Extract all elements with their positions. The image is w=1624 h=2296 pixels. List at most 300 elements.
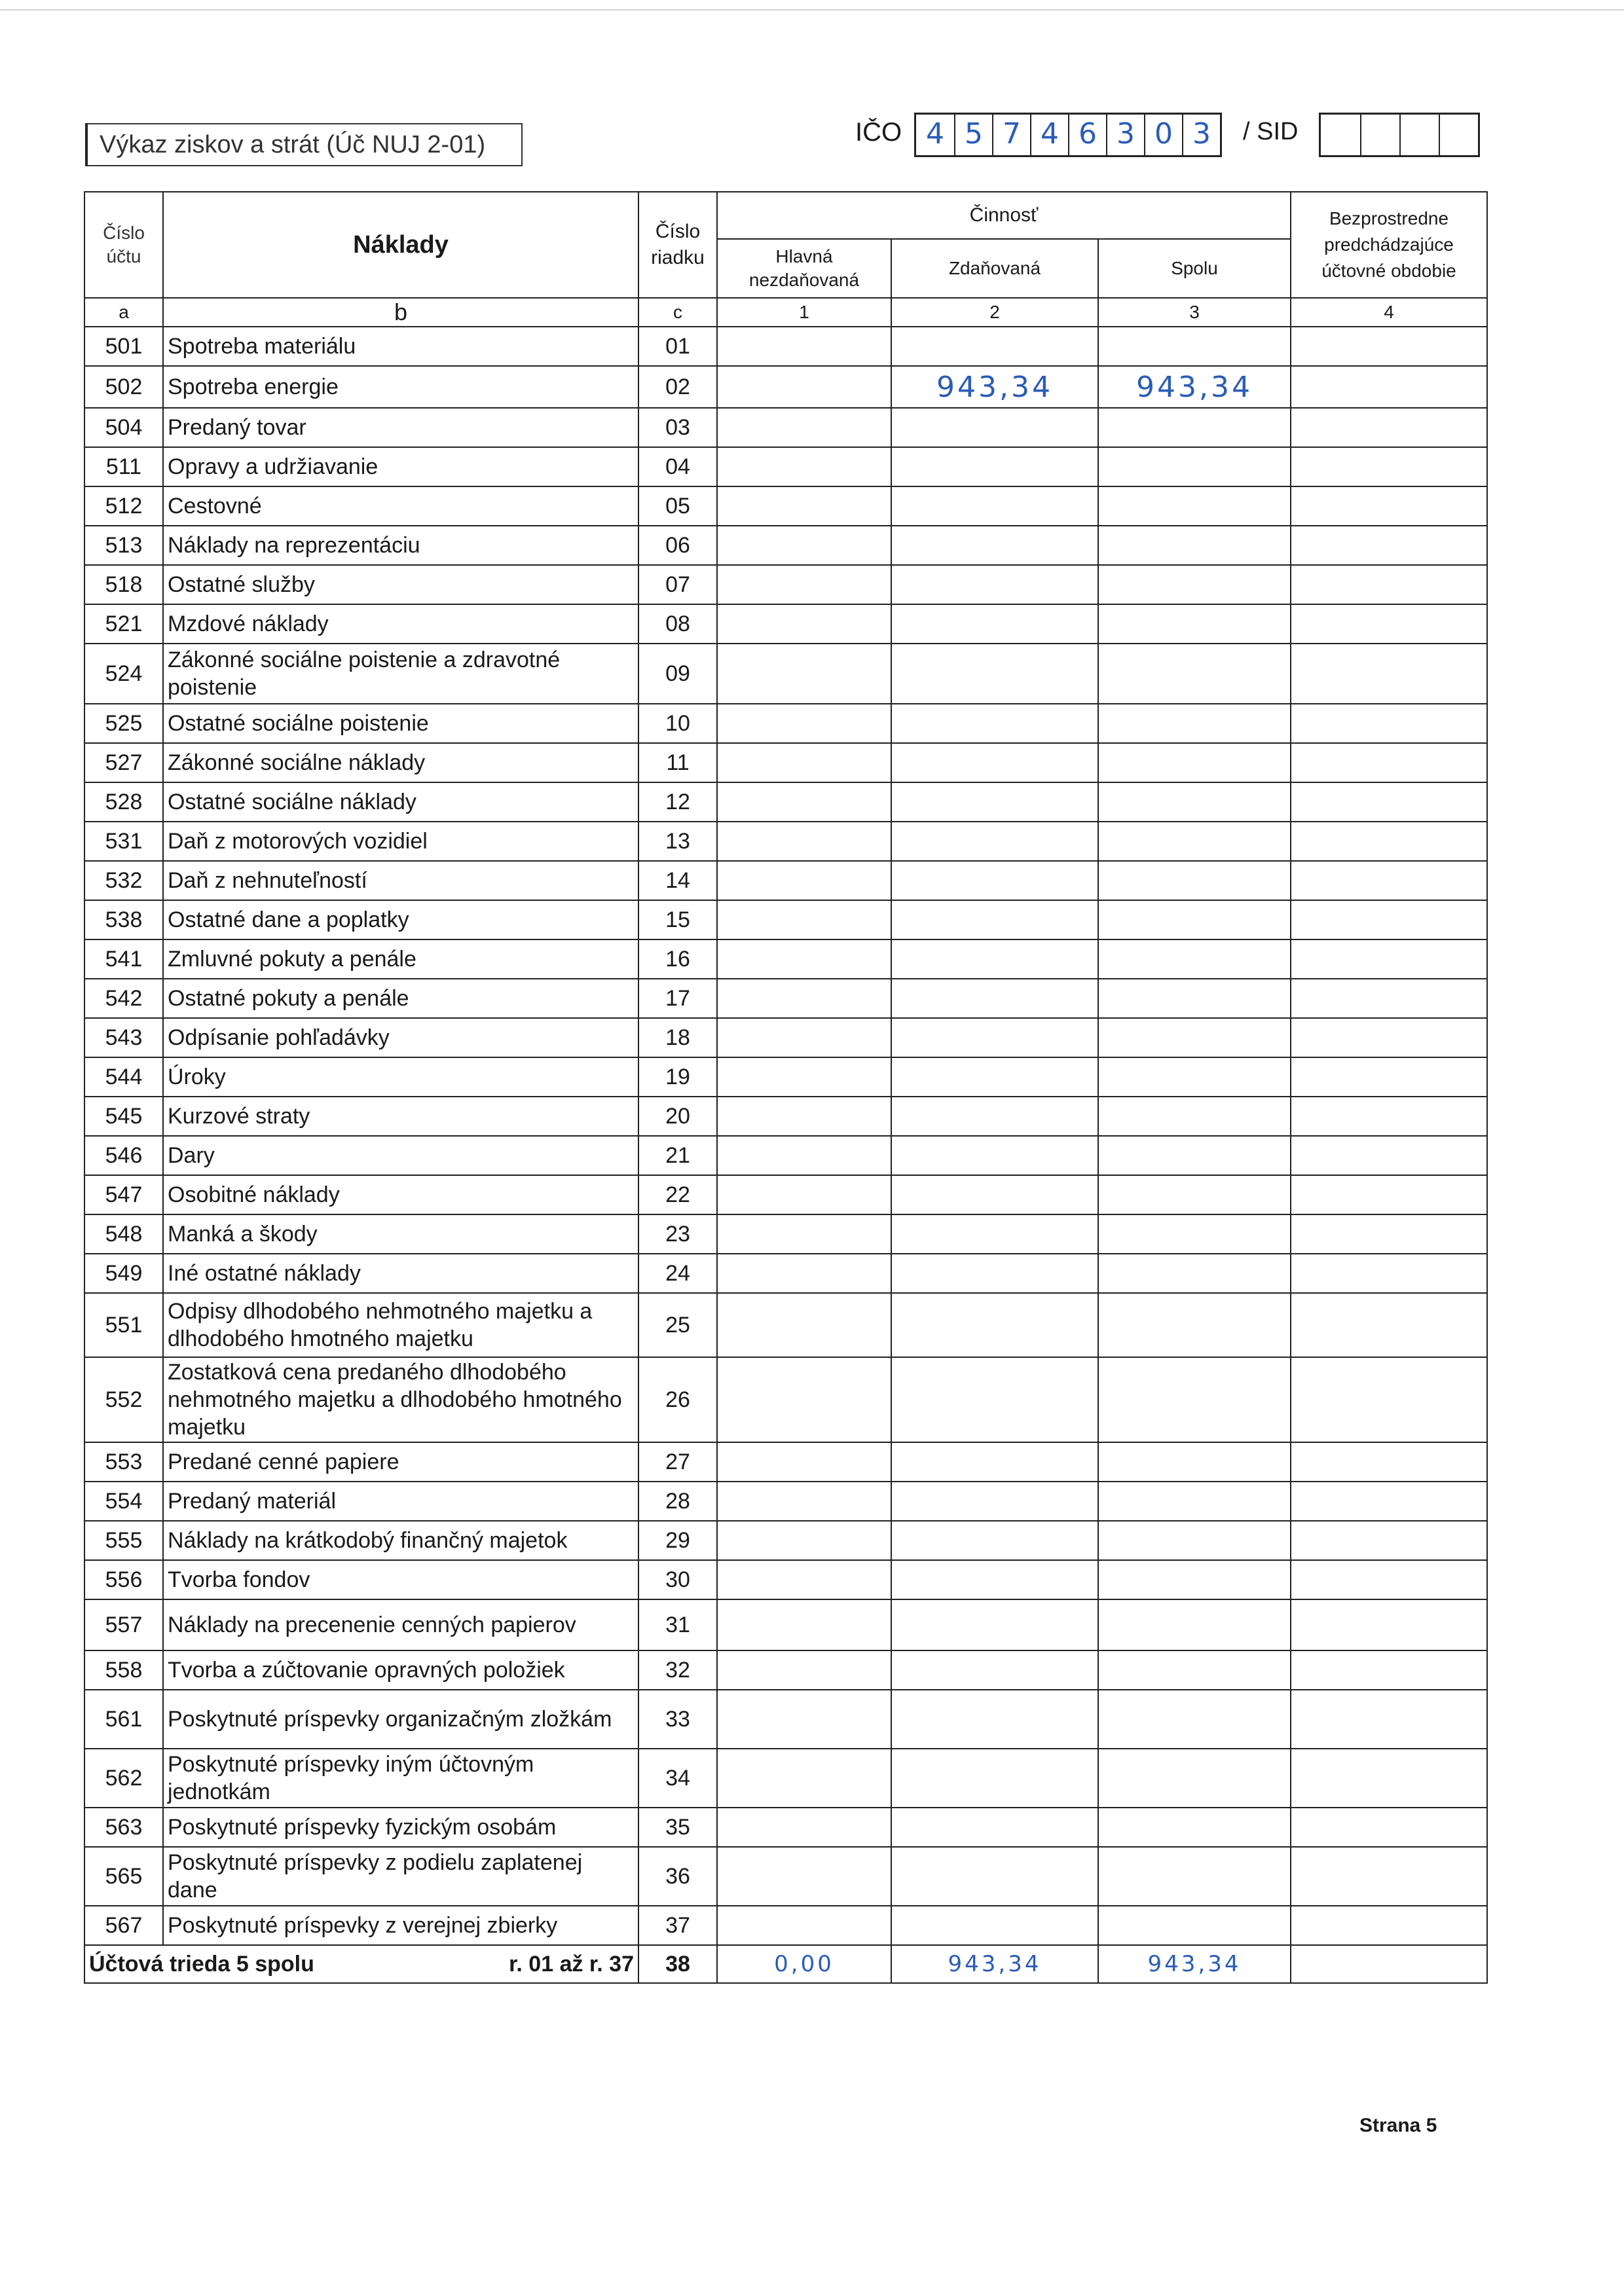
previous-period-value[interactable] — [1291, 1906, 1487, 1945]
taxed-activity-value[interactable] — [891, 1018, 1098, 1057]
top-rule — [0, 9, 1624, 10]
row-number: 34 — [638, 1749, 717, 1808]
expense-name: Daň z motorových vozidiel — [163, 822, 638, 861]
total-activity-value[interactable] — [1098, 604, 1291, 644]
expense-name: Kurzové straty — [163, 1097, 638, 1136]
row-number: 09 — [638, 644, 717, 704]
expense-name: Zákonné sociálne náklady — [163, 743, 638, 782]
sid-digit[interactable] — [1439, 115, 1478, 155]
account-number: 546 — [84, 1136, 163, 1175]
total-activity-value[interactable] — [1098, 979, 1291, 1018]
main-activity-value[interactable] — [717, 1136, 891, 1175]
previous-period-value[interactable] — [1291, 1357, 1487, 1442]
total-activity-value[interactable] — [1098, 408, 1291, 447]
col-activity-header: Činnosť — [717, 192, 1291, 239]
main-activity-value[interactable] — [717, 565, 891, 604]
previous-period-value[interactable] — [1291, 861, 1487, 900]
main-activity-value[interactable] — [717, 1214, 891, 1254]
taxed-activity-value[interactable] — [891, 1521, 1098, 1560]
ico-digit[interactable]: 3 — [1182, 115, 1220, 155]
table-row — [84, 939, 1487, 979]
total-main-value[interactable]: 0,00 — [717, 1945, 891, 1983]
account-number: 543 — [84, 1018, 163, 1057]
row-number: 36 — [638, 1847, 717, 1906]
taxed-activity-value[interactable] — [891, 743, 1098, 782]
taxed-activity-value[interactable] — [891, 1293, 1098, 1357]
table-row — [84, 486, 1487, 526]
taxed-activity-value[interactable] — [891, 900, 1098, 939]
previous-period-value[interactable] — [1291, 1442, 1487, 1482]
table-row — [84, 1136, 1487, 1175]
expense-name: Zákonné sociálne poistenie a zdravotné poistenie — [163, 644, 638, 704]
main-activity-value[interactable] — [717, 526, 891, 565]
taxed-activity-value[interactable] — [891, 1650, 1098, 1690]
main-activity-value[interactable] — [717, 861, 891, 900]
row-number: 23 — [638, 1214, 717, 1254]
table-row — [84, 1599, 1487, 1650]
expense-name: Odpísanie pohľadávky — [163, 1018, 638, 1057]
total-activity-value[interactable] — [1098, 822, 1291, 861]
col-letter: 1 — [717, 298, 891, 327]
previous-period-value[interactable] — [1291, 1560, 1487, 1599]
main-activity-value[interactable] — [717, 366, 891, 408]
previous-period-value[interactable] — [1291, 408, 1487, 447]
ico-field[interactable] — [914, 113, 1222, 157]
total-activity-value[interactable] — [1098, 327, 1291, 366]
main-activity-value[interactable] — [717, 1690, 891, 1749]
previous-period-value[interactable] — [1291, 644, 1487, 704]
main-activity-value[interactable] — [717, 979, 891, 1018]
account-number: 563 — [84, 1808, 163, 1847]
expenses-table — [84, 191, 1488, 1984]
expense-name: Spotreba energie — [163, 366, 638, 408]
account-number: 558 — [84, 1650, 163, 1690]
previous-period-value[interactable] — [1291, 1599, 1487, 1650]
table-row — [84, 1521, 1487, 1560]
row-number: 15 — [638, 900, 717, 939]
taxed-activity-value[interactable] — [891, 782, 1098, 822]
taxed-activity-value[interactable] — [891, 486, 1098, 526]
col-letter: c — [638, 298, 717, 327]
previous-period-value[interactable] — [1291, 822, 1487, 861]
account-number: 554 — [84, 1482, 163, 1521]
total-activity-value[interactable] — [1098, 900, 1291, 939]
previous-period-value[interactable] — [1291, 327, 1487, 366]
main-activity-value[interactable] — [717, 1097, 891, 1136]
taxed-activity-value[interactable] — [891, 565, 1098, 604]
table-row — [84, 1749, 1487, 1808]
taxed-activity-value[interactable] — [891, 1906, 1098, 1945]
table-row — [84, 1906, 1487, 1945]
account-number: 521 — [84, 604, 163, 644]
account-number: 518 — [84, 565, 163, 604]
main-activity-value[interactable] — [717, 644, 891, 704]
account-number: 551 — [84, 1293, 163, 1357]
taxed-activity-value[interactable] — [891, 1599, 1098, 1650]
previous-period-value[interactable] — [1291, 565, 1487, 604]
row-number: 20 — [638, 1097, 717, 1136]
ico-digit[interactable]: 6 — [1068, 115, 1106, 155]
main-activity-value[interactable] — [717, 1650, 891, 1690]
sid-digit[interactable] — [1321, 115, 1360, 155]
taxed-activity-value[interactable] — [891, 1442, 1098, 1482]
taxed-activity-value[interactable] — [891, 704, 1098, 743]
previous-period-value[interactable] — [1291, 1293, 1487, 1357]
ico-digit[interactable]: 4 — [1030, 115, 1068, 155]
main-activity-value[interactable] — [717, 604, 891, 644]
expense-name: Náklady na krátkodobý finančný majetok — [163, 1521, 638, 1560]
account-number: 557 — [84, 1599, 163, 1650]
main-activity-value[interactable] — [717, 743, 891, 782]
total-activity-value[interactable] — [1098, 1097, 1291, 1136]
total-activity-value[interactable] — [1098, 861, 1291, 900]
previous-period-value[interactable] — [1291, 1254, 1487, 1293]
taxed-activity-value[interactable] — [891, 1847, 1098, 1906]
total-activity-value[interactable] — [1098, 1442, 1291, 1482]
expense-name: Poskytnuté príspevky organizačným zložkám — [163, 1690, 638, 1749]
taxed-activity-value[interactable] — [891, 447, 1098, 486]
col-row-header: Číslo riadku — [638, 192, 717, 298]
expense-name: Ostatné sociálne poistenie — [163, 704, 638, 743]
sid-field[interactable] — [1319, 113, 1480, 157]
total-activity-value[interactable] — [1098, 1357, 1291, 1442]
main-activity-value[interactable] — [717, 1749, 891, 1808]
expense-name: Náklady na reprezentáciu — [163, 526, 638, 565]
row-number: 24 — [638, 1254, 717, 1293]
col-letter: 2 — [891, 298, 1098, 327]
account-number: 527 — [84, 743, 163, 782]
total-activity-value[interactable] — [1098, 1482, 1291, 1521]
expense-name: Zostatková cena predaného dlhodobého nehmotného majetku a dlhodobého hmotného majetku — [163, 1357, 638, 1442]
previous-period-value[interactable] — [1291, 486, 1487, 526]
total-activity-value[interactable] — [1098, 644, 1291, 704]
expense-name: Ostatné služby — [163, 565, 638, 604]
previous-period-value[interactable] — [1291, 1690, 1487, 1749]
taxed-activity-value[interactable] — [891, 979, 1098, 1018]
previous-period-value[interactable] — [1291, 1650, 1487, 1690]
account-number: 544 — [84, 1057, 163, 1097]
table-row — [84, 1018, 1487, 1057]
account-number: 541 — [84, 939, 163, 979]
main-activity-value[interactable] — [717, 408, 891, 447]
taxed-activity-value[interactable] — [891, 1136, 1098, 1175]
taxed-activity-value[interactable] — [891, 822, 1098, 861]
table-row — [84, 1847, 1487, 1906]
previous-period-value[interactable] — [1291, 1521, 1487, 1560]
account-number: 511 — [84, 447, 163, 486]
taxed-activity-value[interactable] — [891, 408, 1098, 447]
total-activity-value[interactable] — [1098, 704, 1291, 743]
account-number: 561 — [84, 1690, 163, 1749]
total-activity-value[interactable] — [1098, 1690, 1291, 1749]
taxed-activity-value[interactable] — [891, 644, 1098, 704]
account-number: 538 — [84, 900, 163, 939]
account-number: 552 — [84, 1357, 163, 1442]
taxed-activity-value[interactable] — [891, 1097, 1098, 1136]
taxed-activity-value[interactable] — [891, 939, 1098, 979]
row-number: 35 — [638, 1808, 717, 1847]
account-number: 548 — [84, 1214, 163, 1254]
total-activity-value[interactable] — [1098, 1136, 1291, 1175]
main-activity-value[interactable] — [717, 447, 891, 486]
taxed-activity-value[interactable] — [891, 1749, 1098, 1808]
row-number: 03 — [638, 408, 717, 447]
previous-period-value[interactable] — [1291, 1018, 1487, 1057]
main-activity-value[interactable] — [717, 1521, 891, 1560]
expense-name: Iné ostatné náklady — [163, 1254, 638, 1293]
row-number: 26 — [638, 1357, 717, 1442]
main-activity-value[interactable] — [717, 1357, 891, 1442]
taxed-activity-value[interactable] — [891, 1214, 1098, 1254]
total-activity-value[interactable] — [1098, 1847, 1291, 1906]
expense-name: Predané cenné papiere — [163, 1442, 638, 1482]
taxed-activity-value[interactable] — [891, 1690, 1098, 1749]
previous-period-value[interactable] — [1291, 1482, 1487, 1521]
previous-period-value[interactable] — [1291, 604, 1487, 644]
account-number: 555 — [84, 1521, 163, 1560]
total-activity-value[interactable] — [1098, 1560, 1291, 1599]
previous-period-value[interactable] — [1291, 1136, 1487, 1175]
main-activity-value[interactable] — [717, 1808, 891, 1847]
row-number: 29 — [638, 1521, 717, 1560]
row-number: 14 — [638, 861, 717, 900]
account-number: 545 — [84, 1097, 163, 1136]
main-activity-value[interactable] — [717, 1599, 891, 1650]
row-number: 07 — [638, 565, 717, 604]
main-activity-value[interactable] — [717, 1847, 891, 1906]
row-number: 18 — [638, 1018, 717, 1057]
total-activity-value[interactable] — [1098, 1749, 1291, 1808]
ico-digit[interactable]: 3 — [1106, 115, 1144, 155]
account-number: 524 — [84, 644, 163, 704]
table-row — [84, 822, 1487, 861]
total-activity-value[interactable] — [1098, 1808, 1291, 1847]
row-number: 05 — [638, 486, 717, 526]
row-number: 19 — [638, 1057, 717, 1097]
account-number: 501 — [84, 327, 163, 366]
account-number: 532 — [84, 861, 163, 900]
main-activity-value[interactable] — [717, 327, 891, 366]
row-number: 30 — [638, 1560, 717, 1599]
main-activity-value[interactable] — [717, 1482, 891, 1521]
taxed-activity-value[interactable] — [891, 1254, 1098, 1293]
table-row — [84, 1293, 1487, 1357]
col-account-header: Číslo účtu — [84, 192, 163, 298]
account-number: 542 — [84, 979, 163, 1018]
row-number: 16 — [638, 939, 717, 979]
report-title: Výkaz ziskov a strát (Úč NUJ 2-01) — [85, 123, 523, 166]
previous-period-value[interactable] — [1291, 1214, 1487, 1254]
table-row — [84, 1057, 1487, 1097]
expense-name: Ostatné dane a poplatky — [163, 900, 638, 939]
account-number: 531 — [84, 822, 163, 861]
account-number: 502 — [84, 366, 163, 408]
table-row — [84, 526, 1487, 565]
main-activity-value[interactable] — [717, 782, 891, 822]
expense-name: Predaný tovar — [163, 408, 638, 447]
expense-name: Ostatné pokuty a penále — [163, 979, 638, 1018]
taxed-activity-value[interactable] — [891, 1357, 1098, 1442]
previous-period-value[interactable] — [1291, 782, 1487, 822]
taxed-activity-value[interactable] — [891, 1482, 1098, 1521]
table-row — [84, 1254, 1487, 1293]
account-number: 504 — [84, 408, 163, 447]
taxed-activity-value[interactable] — [891, 1560, 1098, 1599]
expense-name: Ostatné sociálne náklady — [163, 782, 638, 822]
taxed-activity-value[interactable] — [891, 1808, 1098, 1847]
previous-period-value[interactable] — [1291, 1847, 1487, 1906]
sid-digit[interactable] — [1399, 115, 1439, 155]
total-activity-value[interactable] — [1098, 1293, 1291, 1357]
row-number: 27 — [638, 1442, 717, 1482]
row-number: 32 — [638, 1650, 717, 1690]
taxed-activity-value[interactable] — [891, 1175, 1098, 1214]
total-activity-value[interactable] — [1098, 743, 1291, 782]
ico-label: IČO — [855, 118, 902, 147]
table-row — [84, 1442, 1487, 1482]
expense-name: Mzdové náklady — [163, 604, 638, 644]
previous-period-value[interactable] — [1291, 1057, 1487, 1097]
col-letter: 3 — [1098, 298, 1291, 327]
account-number: 528 — [84, 782, 163, 822]
ico-digit[interactable]: 0 — [1144, 115, 1182, 155]
ico-digit[interactable]: 5 — [954, 115, 992, 155]
col-letter: b — [163, 298, 638, 327]
previous-period-value[interactable] — [1291, 366, 1487, 408]
table-row — [84, 1560, 1487, 1599]
total-activity-value[interactable] — [1098, 486, 1291, 526]
ico-digit[interactable]: 7 — [992, 115, 1030, 155]
ico-digit[interactable]: 4 — [926, 117, 944, 151]
table-row — [84, 782, 1487, 822]
expense-name: Náklady na precenenie cenných papierov — [163, 1599, 638, 1650]
main-activity-value[interactable] — [717, 1906, 891, 1945]
row-number: 12 — [638, 782, 717, 822]
total-activity-value[interactable] — [1098, 1599, 1291, 1650]
previous-period-value[interactable] — [1291, 447, 1487, 486]
total-activity-value[interactable] — [1098, 1521, 1291, 1560]
main-activity-value[interactable] — [717, 1293, 891, 1357]
expense-name: Dary — [163, 1136, 638, 1175]
table-row — [84, 644, 1487, 704]
col-taxed-header: Zdaňovaná — [891, 239, 1098, 298]
taxed-activity-value[interactable] — [891, 604, 1098, 644]
previous-period-value[interactable] — [1291, 900, 1487, 939]
expense-name: Tvorba fondov — [163, 1560, 638, 1599]
col-letter: 4 — [1291, 298, 1487, 327]
expense-name: Cestovné — [163, 486, 638, 526]
total-taxed-value[interactable]: 943,34 — [891, 1945, 1098, 1983]
main-activity-value[interactable] — [717, 1018, 891, 1057]
account-number: 562 — [84, 1749, 163, 1808]
row-number: 06 — [638, 526, 717, 565]
row-number: 21 — [638, 1136, 717, 1175]
main-activity-value[interactable] — [717, 822, 891, 861]
account-number: 565 — [84, 1847, 163, 1906]
total-activity-value[interactable] — [1098, 1057, 1291, 1097]
main-activity-value[interactable] — [717, 1560, 891, 1599]
taxed-activity-value[interactable] — [891, 1057, 1098, 1097]
row-number: 04 — [638, 447, 717, 486]
table-row — [84, 1690, 1487, 1749]
account-number: 512 — [84, 486, 163, 526]
taxed-activity-value[interactable]: 943,34 — [891, 366, 1098, 408]
col-main-header: Hlavná nezdaňovaná — [717, 239, 891, 298]
expense-name: Zmluvné pokuty a penále — [163, 939, 638, 979]
total-previous-value[interactable] — [1291, 1945, 1487, 1983]
main-activity-value[interactable] — [717, 1175, 891, 1214]
taxed-activity-value[interactable] — [891, 526, 1098, 565]
account-number: 567 — [84, 1906, 163, 1945]
expense-name: Poskytnuté príspevky fyzickým osobám — [163, 1808, 638, 1847]
total-activity-value[interactable] — [1098, 1906, 1291, 1945]
total-sum-value[interactable]: 943,34 — [1098, 1945, 1291, 1983]
previous-period-value[interactable] — [1291, 1097, 1487, 1136]
sid-digit[interactable] — [1360, 115, 1399, 155]
expense-name: Osobitné náklady — [163, 1175, 638, 1214]
main-activity-value[interactable] — [717, 486, 891, 526]
total-activity-value[interactable] — [1098, 782, 1291, 822]
total-activity-value[interactable] — [1098, 1650, 1291, 1690]
main-activity-value[interactable] — [717, 1254, 891, 1293]
total-activity-value[interactable] — [1098, 1175, 1291, 1214]
main-activity-value[interactable] — [717, 1057, 891, 1097]
total-activity-value[interactable] — [1098, 1214, 1291, 1254]
taxed-activity-value[interactable] — [891, 861, 1098, 900]
row-number: 01 — [638, 327, 717, 366]
account-number: 525 — [84, 704, 163, 743]
total-activity-value[interactable] — [1098, 565, 1291, 604]
total-activity-value[interactable] — [1098, 1254, 1291, 1293]
previous-period-value[interactable] — [1291, 1749, 1487, 1808]
main-activity-value[interactable] — [717, 1442, 891, 1482]
row-number: 31 — [638, 1599, 717, 1650]
previous-period-value[interactable] — [1291, 1175, 1487, 1214]
main-activity-value[interactable] — [717, 939, 891, 979]
col-previous-header: Bezprostredne predchádzajúce účtovné obdobie — [1291, 192, 1487, 298]
col-letter: a — [84, 298, 163, 327]
total-activity-value[interactable] — [1098, 526, 1291, 565]
previous-period-value[interactable] — [1291, 526, 1487, 565]
previous-period-value[interactable] — [1291, 939, 1487, 979]
total-activity-value[interactable] — [1098, 447, 1291, 486]
expense-name: Poskytnuté príspevky z verejnej zbierky — [163, 1906, 638, 1945]
previous-period-value[interactable] — [1291, 743, 1487, 782]
expense-name: Predaný materiál — [163, 1482, 638, 1521]
account-number: 513 — [84, 526, 163, 565]
main-activity-value[interactable] — [717, 704, 891, 743]
row-number: 10 — [638, 704, 717, 743]
table-row — [84, 366, 1487, 408]
previous-period-value[interactable] — [1291, 704, 1487, 743]
expense-name: Opravy a udržiavanie — [163, 447, 638, 486]
table-row — [84, 1097, 1487, 1136]
table-row — [84, 408, 1487, 447]
previous-period-value[interactable] — [1291, 1808, 1487, 1847]
table-row — [84, 1357, 1487, 1442]
row-number: 25 — [638, 1293, 717, 1357]
row-number: 17 — [638, 979, 717, 1018]
total-activity-value[interactable] — [1098, 1018, 1291, 1057]
taxed-activity-value[interactable] — [891, 327, 1098, 366]
table-row — [84, 1482, 1487, 1521]
previous-period-value[interactable] — [1291, 979, 1487, 1018]
table-row — [84, 604, 1487, 644]
main-activity-value[interactable] — [717, 900, 891, 939]
row-number: 13 — [638, 822, 717, 861]
total-activity-value[interactable]: 943,34 — [1098, 366, 1291, 408]
total-activity-value[interactable] — [1098, 939, 1291, 979]
